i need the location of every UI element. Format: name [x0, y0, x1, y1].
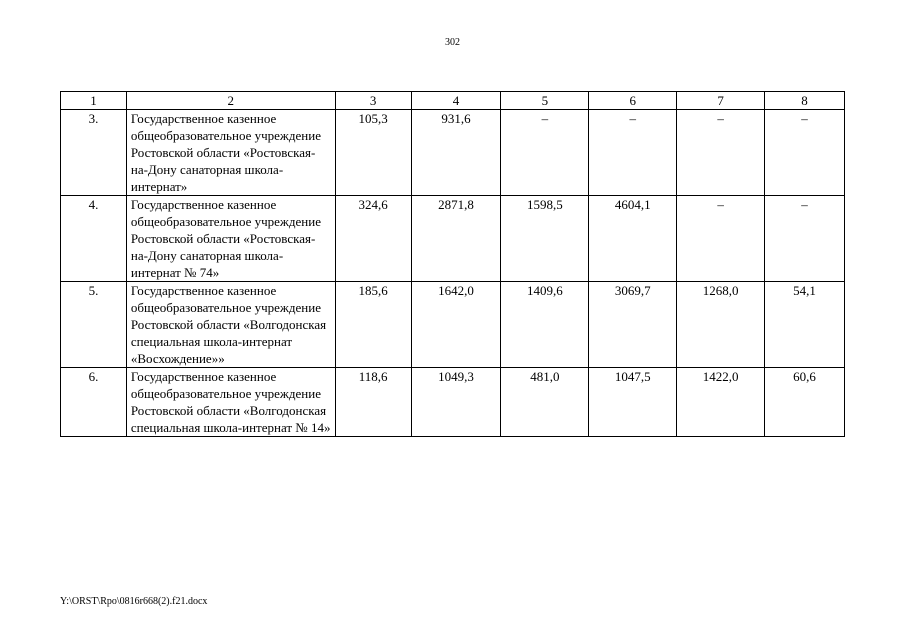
row-number: 3. [61, 110, 127, 196]
header-cell: 3 [335, 92, 411, 110]
value-cell-6: 4604,1 [589, 196, 677, 282]
table-row [61, 196, 845, 282]
value-cell-5: – [501, 110, 589, 196]
institution-name: Государственное казенное общеобразовательное учреждение Ростовской области «Ростовская-на-Дону санаторная школа-интернат» [126, 110, 335, 196]
value-cell-6: – [589, 110, 677, 196]
value-cell-7: 1268,0 [677, 282, 765, 368]
value-cell-4: 1642,0 [411, 282, 501, 368]
page-number: 302 [445, 37, 460, 48]
value-cell-5: 1409,6 [501, 282, 589, 368]
value-cell-3: 118,6 [335, 368, 411, 437]
data-table [60, 91, 845, 437]
header-cell: 4 [411, 92, 501, 110]
value-cell-4: 931,6 [411, 110, 501, 196]
row-number: 6. [61, 368, 127, 437]
header-cell: 8 [765, 92, 845, 110]
header-cell: 2 [126, 92, 335, 110]
value-cell-8: – [765, 110, 845, 196]
header-cell: 5 [501, 92, 589, 110]
header-cell: 7 [677, 92, 765, 110]
institution-name: Государственное казенное общеобразовательное учреждение Ростовской области «Ростовская-на-Дону санаторная школа-интернат № 74» [126, 196, 335, 282]
table-row [61, 368, 845, 437]
value-cell-7: 1422,0 [677, 368, 765, 437]
header-cell: 1 [61, 92, 127, 110]
value-cell-5: 481,0 [501, 368, 589, 437]
value-cell-8: 54,1 [765, 282, 845, 368]
value-cell-4: 1049,3 [411, 368, 501, 437]
header-cell: 6 [589, 92, 677, 110]
value-cell-8: – [765, 196, 845, 282]
value-cell-4: 2871,8 [411, 196, 501, 282]
value-cell-6: 3069,7 [589, 282, 677, 368]
value-cell-3: 324,6 [335, 196, 411, 282]
value-cell-7: – [677, 110, 765, 196]
table-row [61, 110, 845, 196]
institution-name: Государственное казенное общеобразовательное учреждение Ростовской области «Волгодонская специальная школа-интернат «Восхождение»» [126, 282, 335, 368]
footer-file-path: Y:\ORST\Rpo\0816r668(2).f21.docx [60, 596, 208, 607]
row-number: 5. [61, 282, 127, 368]
value-cell-5: 1598,5 [501, 196, 589, 282]
value-cell-7: – [677, 196, 765, 282]
value-cell-3: 105,3 [335, 110, 411, 196]
value-cell-6: 1047,5 [589, 368, 677, 437]
value-cell-8: 60,6 [765, 368, 845, 437]
row-number: 4. [61, 196, 127, 282]
table-row [61, 282, 845, 368]
value-cell-3: 185,6 [335, 282, 411, 368]
institution-name: Государственное казенное общеобразовательное учреждение Ростовской области «Волгодонская специальная школа-интернат № 14» [126, 368, 335, 437]
table-header-row [61, 92, 845, 110]
